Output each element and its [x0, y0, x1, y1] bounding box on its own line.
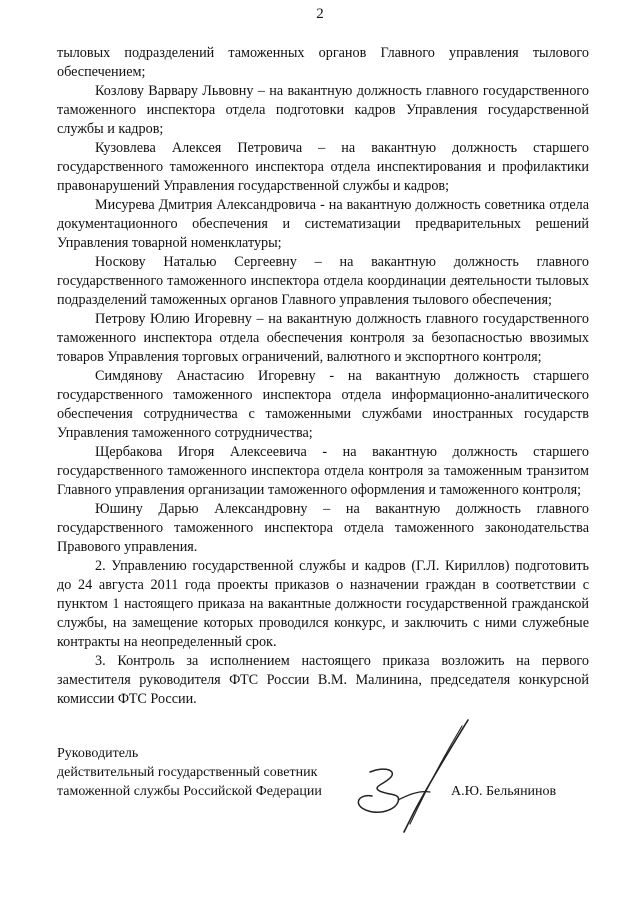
- paragraph-shcherbakov: Щербакова Игоря Алексеевича - на вакантную должность старшего государственного таможенного инспектора отдела контроля за таможенным транзитом Главного управления организации таможенного оформления и таможенного контроля;: [57, 444, 589, 498]
- signatory-title-line-1: Руководитель: [57, 746, 139, 761]
- signatory-title-line-3: таможенной службы Российской Федерации: [57, 784, 322, 799]
- signatory-title: [57, 744, 322, 801]
- paragraph-kuzovlev: Кузовлева Алексея Петровича – на вакантную должность старшего государственного таможенного инспектора отдела инспектирования и профилактики правонарушений Управления государственной службы и кадров;: [57, 140, 589, 194]
- paragraph-yushina: Юшину Дарью Александровну – на вакантную должность главного государственного таможенного инспектора отдела таможенного законодательства Правового управления.: [57, 501, 589, 555]
- paragraph-item-3: 3. Контроль за исполнением настоящего приказа возложить на первого заместителя руководителя ФТС России В.М. Малинина, председателя конкурсной комиссии ФТС России.: [57, 653, 589, 707]
- paragraph-simdyanova: Симдянову Анастасию Игоревну - на вакантную должность старшего государственного таможенного инспектора отдела информационно-аналитического обеспечения сотрудничества с таможенными службами иностранных государств Управления таможенного сотрудничества;: [57, 368, 589, 441]
- paragraph-item-2: 2. Управлению государственной службы и кадров (Г.Л. Кириллов) подготовить до 24 августа 2011 года проекты приказов о назначении граждан в соответствии с пунктом 1 настоящего приказа на вакантные должности государственной гражданской службы, на замещение которых проводился конкурс, и заключить с ними служебные контракты на неопределенный срок.: [57, 558, 589, 650]
- paragraph-misurev: Мисурева Дмитрия Александровича - на вакантную должность советника отдела документационного обеспечения и систематизации предварительных решений Управления товарной номенклатуры;: [57, 197, 589, 251]
- page-number: 2: [316, 6, 324, 22]
- handwritten-signature: [340, 716, 490, 836]
- signatory-name: А.Ю. Бельянинов: [451, 784, 557, 799]
- paragraph-petrova: Петрову Юлию Игоревну – на вакантную должность главного государственного таможенного инспектора отдела обеспечения контроля за безопасностью ввозимых товаров Управления торговых ограничений, валютного и экспортного контроля;: [57, 311, 589, 365]
- paragraph-noskova: Носкову Наталью Сергеевну – на вакантную должность главного государственного таможенного инспектора отдела координации деятельности тыловых подразделений таможенных органов Главного управления тылового обеспечения;: [57, 254, 589, 308]
- paragraph-continuation: тыловых подразделений таможенных органов Главного управления тылового обеспечением;: [57, 45, 589, 80]
- paragraph-kozlova: Козлову Варвару Львовну – на вакантную должность главного государственного таможенного инспектора отдела подготовки кадров Управления государственной службы и кадров;: [57, 83, 589, 137]
- signatory-title-line-2: действительный государственный советник: [57, 765, 318, 780]
- signature-block: [57, 738, 589, 838]
- document-body: [57, 44, 589, 709]
